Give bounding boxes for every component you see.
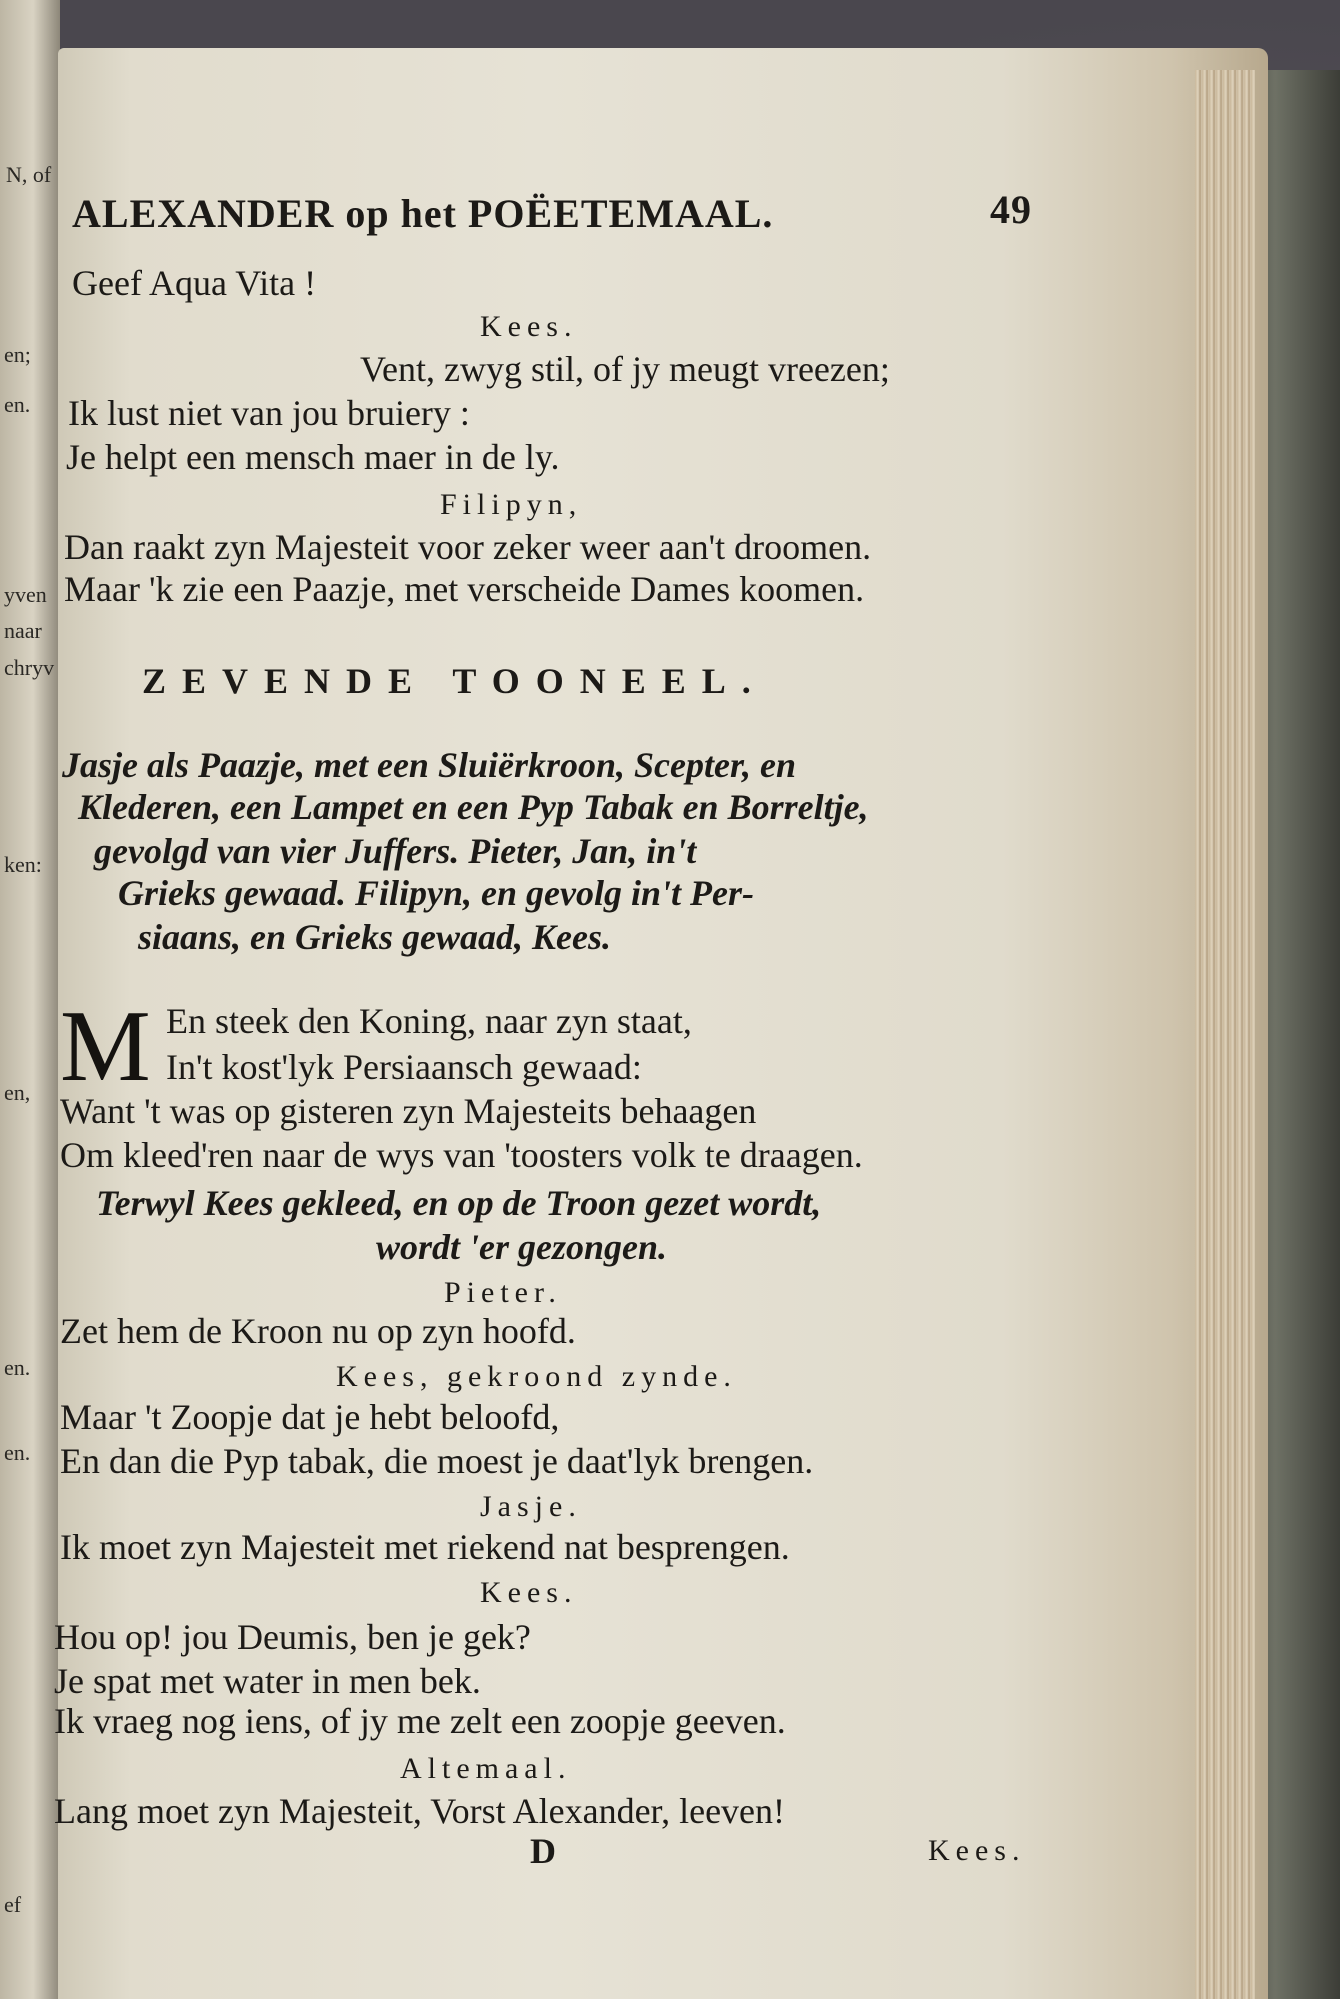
text-line: Lang moet zyn Majesteit, Vorst Alexander, leeven! xyxy=(54,1791,786,1831)
text-line: Ik lust niet van jou bruiery : xyxy=(68,393,470,433)
stage-direction: Grieks gewaad. Filipyn, en gevolg in't Per- xyxy=(118,873,754,913)
left-fragment: ken: xyxy=(4,852,42,877)
page-edges xyxy=(1195,70,1255,1999)
left-fragment: yven xyxy=(4,582,47,607)
stage-direction: gevolgd van vier Juffers. Pieter, Jan, in't xyxy=(94,831,697,871)
scene-title: ZEVENDE TOONEEL. xyxy=(142,661,767,701)
text-line: Geef Aqua Vita ! xyxy=(72,263,317,303)
text-line: Je helpt een mensch maer in de ly. xyxy=(66,437,560,477)
left-fragment: N, of xyxy=(6,162,52,187)
speaker-name: Kees, gekroond zynde. xyxy=(336,1360,737,1393)
text-line: En dan die Pyp tabak, die moest je daat'lyk brengen. xyxy=(60,1441,814,1481)
signature-mark: D xyxy=(530,1831,556,1871)
text-line: Ik vraeg nog iens, of jy me zelt een zoopje geeven. xyxy=(54,1701,786,1741)
text-line: In't kost'lyk Persiaansch gewaad: xyxy=(166,1047,642,1087)
left-fragment: en, xyxy=(4,1080,31,1105)
text-line: Want 't was op gisteren zyn Majesteits behaagen xyxy=(60,1091,757,1131)
text-line: Om kleed'ren naar de wys van 'toosters volk te draagen. xyxy=(60,1135,863,1175)
catchword: Kees. xyxy=(928,1834,1026,1867)
left-fragment: en. xyxy=(4,1440,31,1465)
speaker-name: Pieter. xyxy=(444,1276,562,1309)
text-line: Dan raakt zyn Majesteit voor zeker weer aan't droomen. xyxy=(64,527,872,567)
stage-direction: siaans, en Grieks gewaad, Kees. xyxy=(138,917,612,957)
speaker-name: Kees. xyxy=(480,310,578,343)
speaker-name: Jasje. xyxy=(480,1490,582,1523)
text-line: Ik moet zyn Majesteit met riekend nat besprengen. xyxy=(60,1527,790,1567)
speaker-name: Kees. xyxy=(480,1576,578,1609)
speaker-name: Filipyn, xyxy=(440,488,583,521)
text-line: Zet hem de Kroon nu op zyn hoofd. xyxy=(60,1311,576,1351)
text-line: Je spat met water in men bek. xyxy=(54,1661,481,1701)
left-fragment: en. xyxy=(4,1355,31,1380)
text-line: Vent, zwyg stil, of jy meugt vreezen; xyxy=(360,349,890,389)
stage-direction: Klederen, een Lampet en een Pyp Tabak en Borreltje, xyxy=(78,787,869,827)
stage-direction: Jasje als Paazje, met een Sluiërkroon, Scepter, en xyxy=(62,745,796,785)
stage-direction: wordt 'er gezongen. xyxy=(376,1227,668,1267)
left-fragment: naar xyxy=(4,618,42,643)
page-number: 49 xyxy=(990,187,1032,232)
left-fragment: en. xyxy=(4,392,31,417)
left-fragment: ef xyxy=(4,1892,22,1917)
speaker-name: Altemaal. xyxy=(400,1752,572,1785)
stage-direction: Terwyl Kees gekleed, en op de Troon gezet wordt, xyxy=(96,1183,822,1223)
text-line: Maar 't Zoopje dat je hebt beloofd, xyxy=(60,1397,560,1437)
text-line: Maar 'k zie een Paazje, met verscheide Dames koomen. xyxy=(64,569,865,609)
left-fragment: en; xyxy=(4,342,31,367)
drop-cap: M xyxy=(60,990,151,1103)
left-fragment: chryv xyxy=(4,655,55,680)
left-page-edge xyxy=(0,0,60,1999)
text-line: En steek den Koning, naar zyn staat, xyxy=(166,1001,692,1041)
text-line: Hou op! jou Deumis, ben je gek? xyxy=(54,1617,531,1657)
running-head: ALEXANDER op het POËETEMAAL. xyxy=(72,191,774,236)
